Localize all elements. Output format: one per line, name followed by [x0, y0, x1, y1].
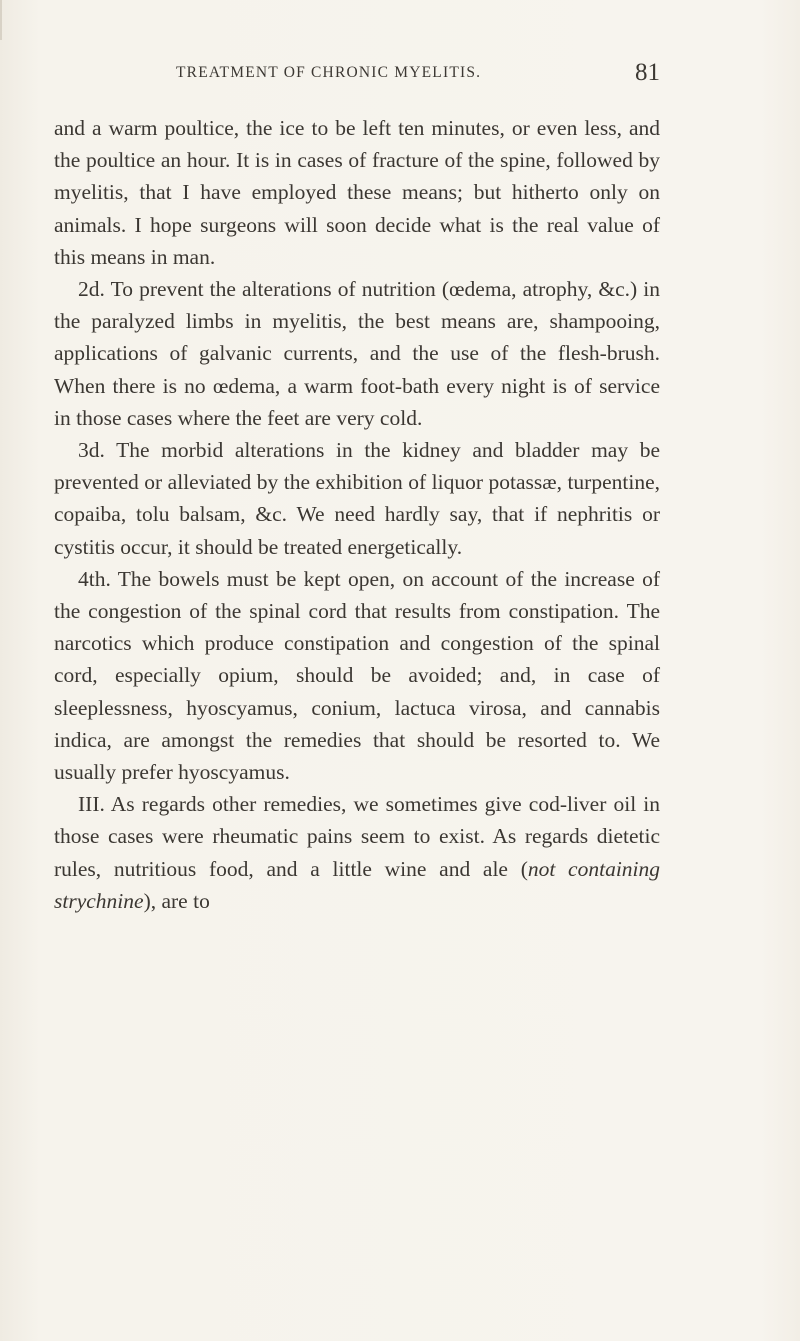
paragraph-3d: 3d. The morbid alterations in the kidney and bladder may be prevented or alleviated by the exhibition of liquor potassæ, turpentine, copaiba, tolu balsam, &c. We need hardly say, that if nephritis or cystitis occur, it should be treated energetically. — [54, 438, 660, 559]
paragraph-iii-text-before: III. As regards other remedies, we sometimes give cod-liver oil in those cases were rheumatic pains seem to exist. As regards dietetic rules, nutritious food, and a little wine and ale ( — [54, 792, 660, 881]
running-title: TREATMENT OF CHRONIC MYELITIS. — [176, 64, 482, 81]
paragraph-continuation: and a warm poultice, the ice to be left ten minutes, or even less, and the poultice an hour. It is in cases of fracture of the spine, followed by myelitis, that I have employed these means; but hitherto only on animals. I hope surgeons will soon decide what is the real value of this means in man. — [54, 116, 660, 269]
paragraph-iii — [54, 788, 660, 917]
paragraph-iii-text-after: ), are to — [143, 888, 210, 913]
paragraph-4th: 4th. The bowels must be kept open, on account of the increase of the congestion of the spinal cord that results from constipation. The narcotics which produce constipation and congestion of the spinal cord, especially opium, should be avoided; and, in case of sleeplessness, hyoscyamus, conium, lactuca virosa, and cannabis indica, are amongst the remedies that should be resorted to. We usually prefer hyoscyamus. — [54, 566, 660, 785]
page-edge-mark — [0, 0, 2, 40]
page-number: 81 — [635, 59, 660, 86]
paragraph-iii-italic: not containing strychnine — [54, 856, 661, 913]
paragraph-2d: 2d. To prevent the alterations of nutrition (œdema, atrophy, &c.) in the paralyzed limbs in myelitis, the best means are, shampooing, applications of galvanic currents, and the use of the flesh-brush. When there is no œdema, a warm foot-bath every night is of service in those cases where the feet are very cold. — [54, 277, 660, 430]
page-header — [0, 59, 800, 92]
body-text — [54, 112, 660, 917]
